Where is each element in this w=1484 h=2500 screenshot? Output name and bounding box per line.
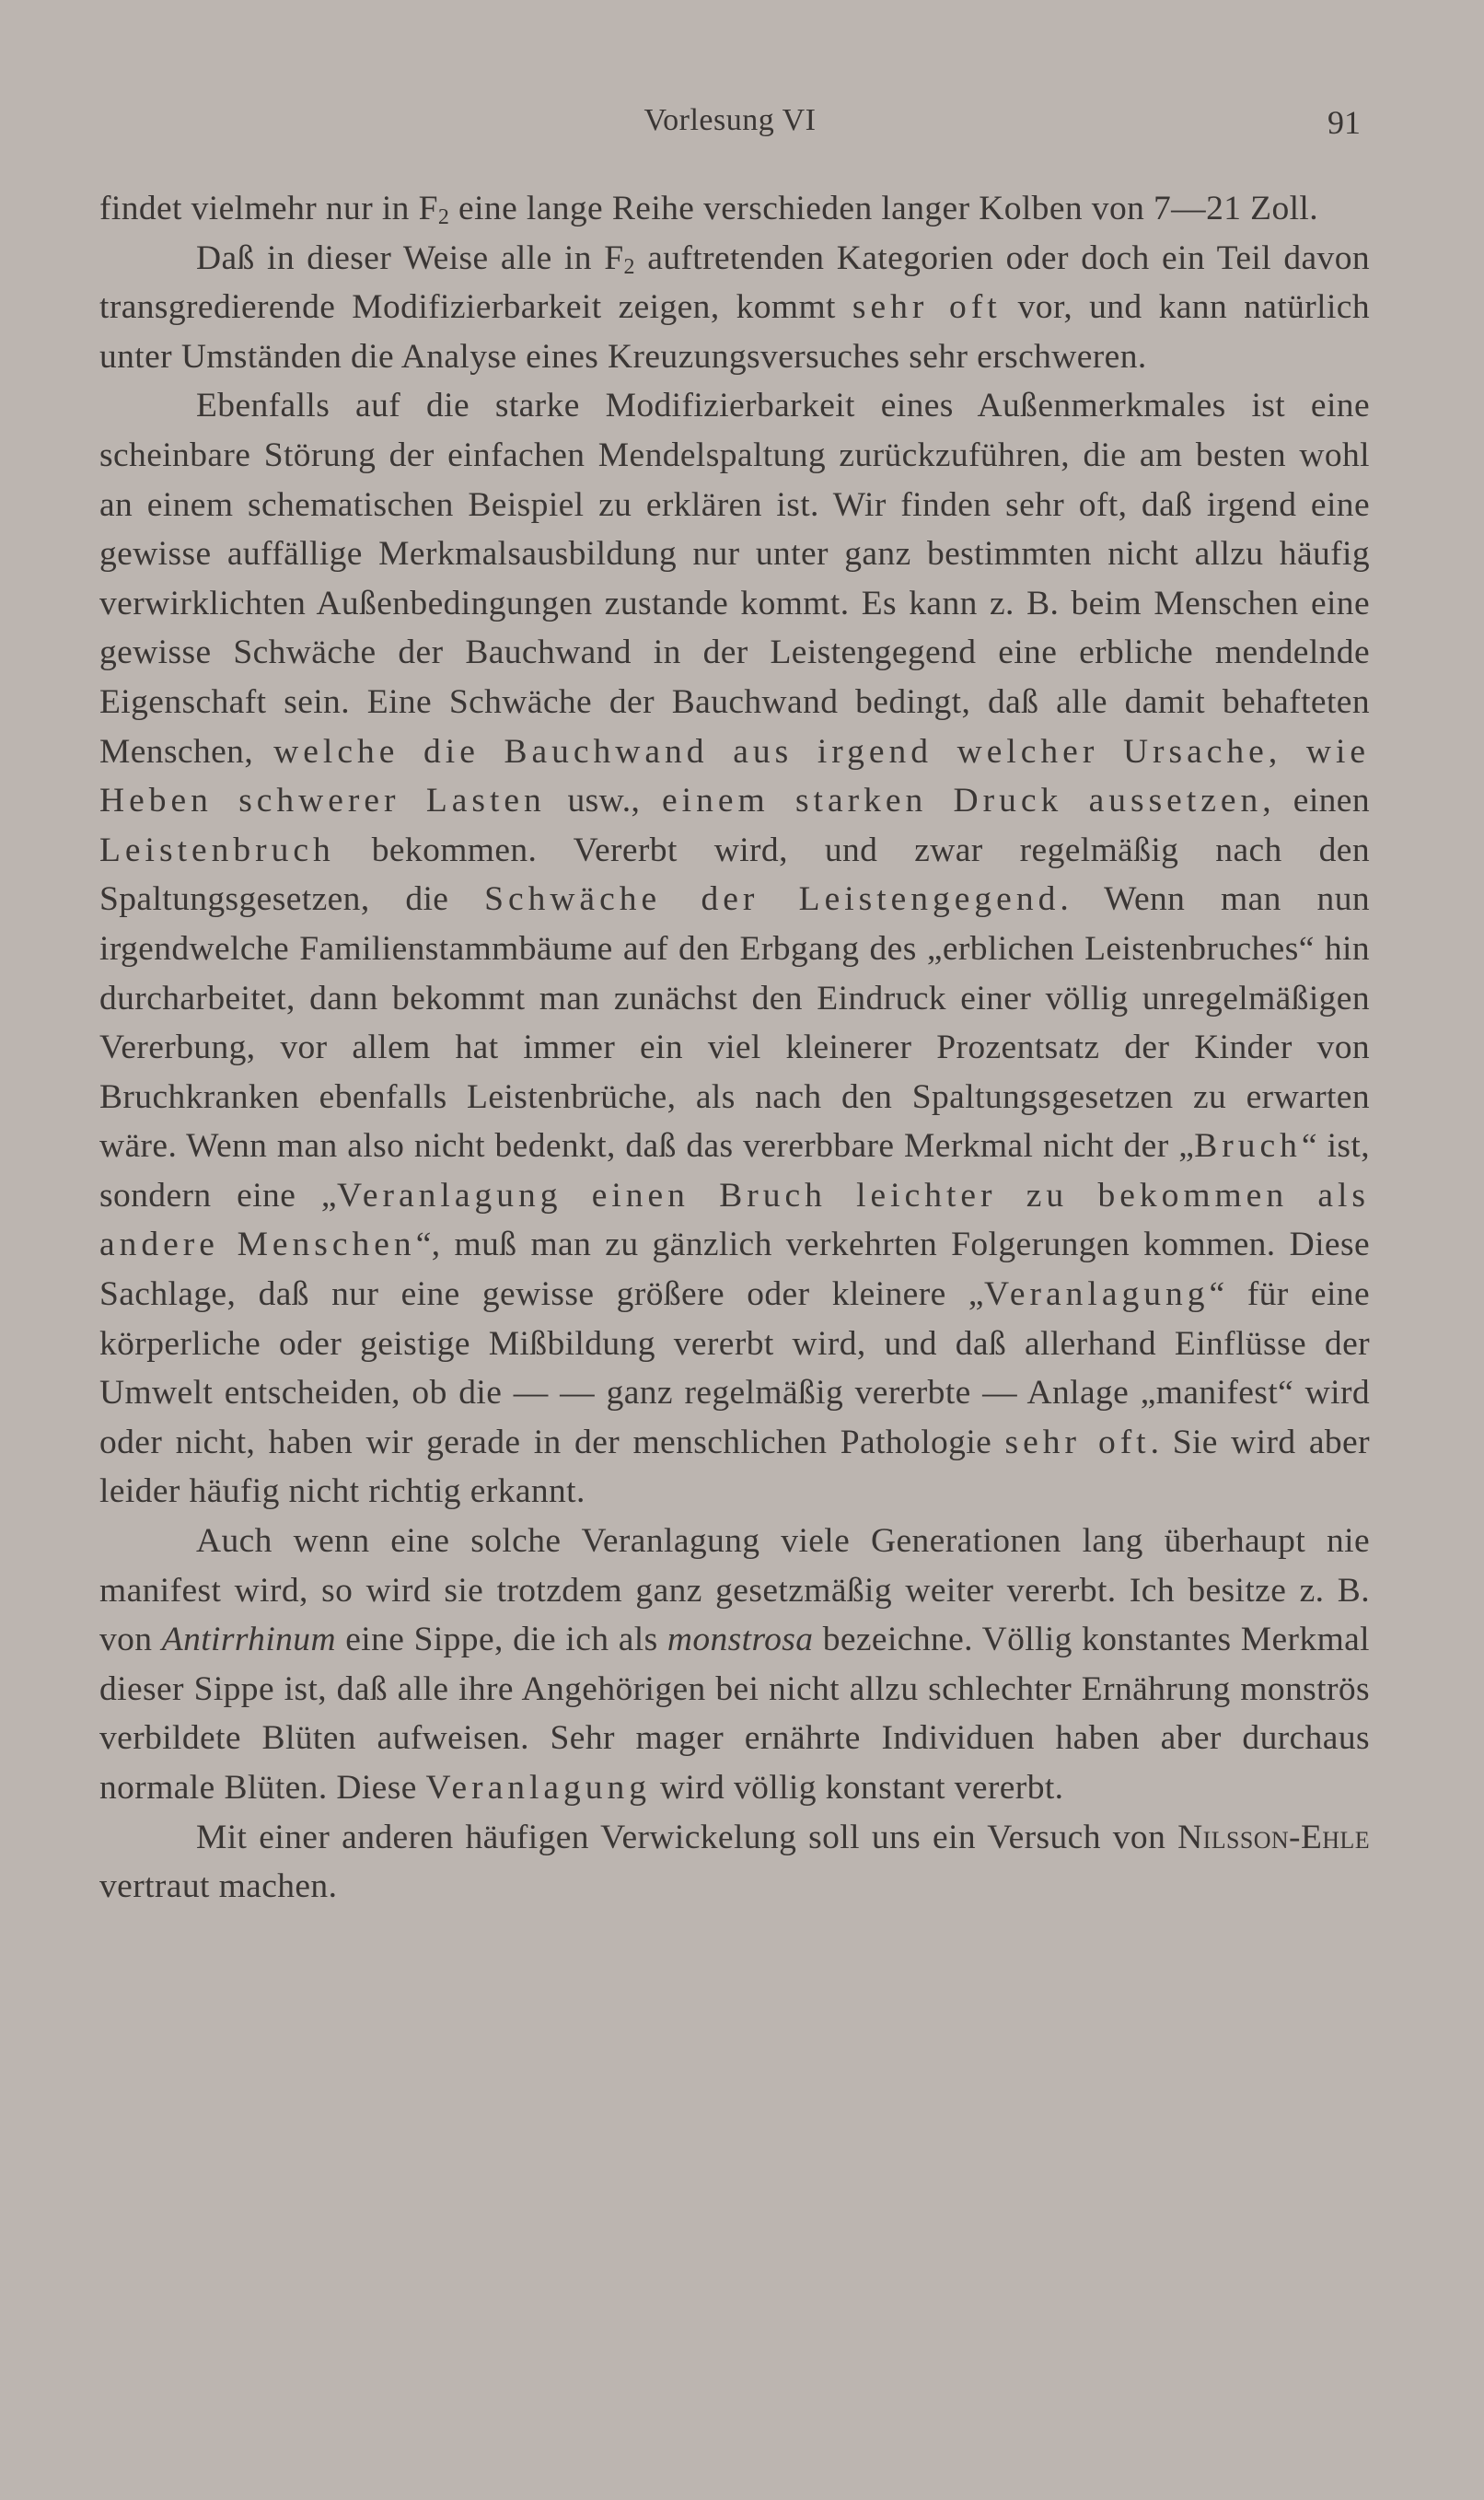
emphasized-text: sehr oft <box>1004 1423 1151 1461</box>
emphasized-text: Veranlagung <box>425 1769 652 1807</box>
text-run: Ebenfalls auf die starke Modifizierbarkeit eines Außenmerkmales ist eine scheinbare Störung der einfachen Mendelspaltung zurückzuführen, die am besten wohl an einem schematischen Beispiel zu erklären ist. Wir finden sehr oft, daß irgend eine gewisse auffällige Merkmalsausbildung nur unter ganz bestimmten nicht allzu häufig verwirklichten Außenbedingungen zustande kommt. Es kann z. B. beim Menschen eine gewisse Schwäche der Bauchwand in der Leistengegend eine erbliche mendelnde Eigenschaft sein. Eine Schwäche der Bauchwand bedingt, daß alle damit behafteten Menschen, <box>99 387 1370 771</box>
text-run: wird völlig konstant vererbt. <box>651 1769 1064 1807</box>
subscript: 2 <box>437 205 450 229</box>
paragraph <box>99 1517 1370 1813</box>
emphasized-text: Bruch <box>1194 1127 1302 1166</box>
paragraph <box>99 184 1370 234</box>
text-run: . Sie wird aber leider häufig nicht richtig erkannt. <box>99 1423 1370 1511</box>
body-text <box>99 184 1370 1912</box>
paragraph <box>99 1813 1370 1912</box>
emphasized-text: Veranlagung <box>983 1275 1210 1314</box>
italic-term: monstrosa <box>667 1621 814 1659</box>
text-run: auftretenden Kategorien oder doch ein Teil davon transgredierende Modifizierbarkeit zeigen, kommt <box>99 238 1370 327</box>
page-number: 91 <box>1327 104 1361 141</box>
text-run: vertraut machen. <box>99 1867 338 1906</box>
text-run: Mit einer anderen häufigen Verwickelung soll uns ein Versuch von <box>196 1818 1178 1856</box>
text-run: bezeichne. Völlig konstantes Merkmal dieser Sippe ist, daß alle ihre Angehörigen bei nicht allzu schlechter Ernährung monströs verbildete Blüten aufweisen. Sehr mager ernährte Individuen haben aber durchaus normale Blüten. Diese <box>99 1621 1370 1807</box>
text-run: Auch wenn eine solche Veranlagung viele Generationen lang überhaupt nie manifest wird, so wird sie trotzdem ganz gesetzmäßig weiter vererbt. Ich besitze z. B. von <box>99 1522 1370 1659</box>
text-run: “, muß man zu gänzlich verkehrten Folgerungen kommen. Diese Sachlage, daß nur eine gewisse größere oder kleinere „ <box>99 1226 1370 1314</box>
page-header <box>99 103 1361 149</box>
running-head: Vorlesung VI <box>643 103 817 137</box>
italic-term: Antirrhinum <box>161 1621 336 1659</box>
text-run: findet vielmehr nur in F <box>99 190 438 227</box>
text-run: usw., <box>545 782 662 820</box>
emphasized-text: Leistenbruch <box>99 831 335 869</box>
emphasized-text: Schwäche der Leistengegend <box>484 880 1061 919</box>
emphasized-text: sehr oft <box>852 288 1002 327</box>
paragraph <box>99 381 1370 1517</box>
text-run: , einen <box>1262 782 1370 820</box>
author-name: Nilsson-Ehle <box>1177 1818 1370 1856</box>
emphasized-text: welche die Bauchwand aus irgend welcher Ursache, wie Heben schwerer Lasten <box>99 732 1371 820</box>
text-run: . Wenn man nun irgendwelche Familienstammbäume auf den Erbgang des „erblichen Leistenbruches“ hin durcharbeitet, dann bekommt man zunächst den Eindruck einer völlig unregelmäßigen Vererbung, vor allem hat immer ein viel kleinerer Prozentsatz der Kinder von Bruchkranken ebenfalls Leistenbrüche, als nach den Spaltungsgesetzen zu erwarten wäre. Wenn man also nicht bedenkt, daß das vererbbare Merkmal nicht der „ <box>99 880 1371 1166</box>
text-run: “ für eine körperliche oder geistige Mißbildung vererbt wird, und daß allerhand Einflüsse der Umwelt entscheiden, ob die — — ganz regelmäßig vererbte — Anlage „manifest“ wird oder nicht, haben wir gerade in der menschlichen Pathologie <box>99 1275 1370 1461</box>
text-run: eine lange Reihe verschieden langer Kolben von 7—21 Zoll. <box>449 190 1319 227</box>
text-run: “ ist, sondern eine „ <box>99 1127 1370 1215</box>
text-run: Daß in dieser Weise alle in F <box>196 238 624 277</box>
text-run: vor, und kann natürlich unter Umständen die Analyse eines Kreuzungsversuches sehr erschweren. <box>99 288 1370 376</box>
subscript: 2 <box>623 254 635 279</box>
paragraph <box>99 234 1370 382</box>
emphasized-text: Veranlagung einen Bruch leichter zu bekommen als andere Menschen <box>99 1176 1370 1264</box>
text-run: bekommen. Vererbt wird, und zwar regelmäßig nach den Spaltungsgesetzen, die <box>99 831 1370 919</box>
emphasized-text: einem starken Druck aussetzen <box>662 782 1263 820</box>
text-run: eine Sippe, die ich als <box>335 1621 667 1659</box>
